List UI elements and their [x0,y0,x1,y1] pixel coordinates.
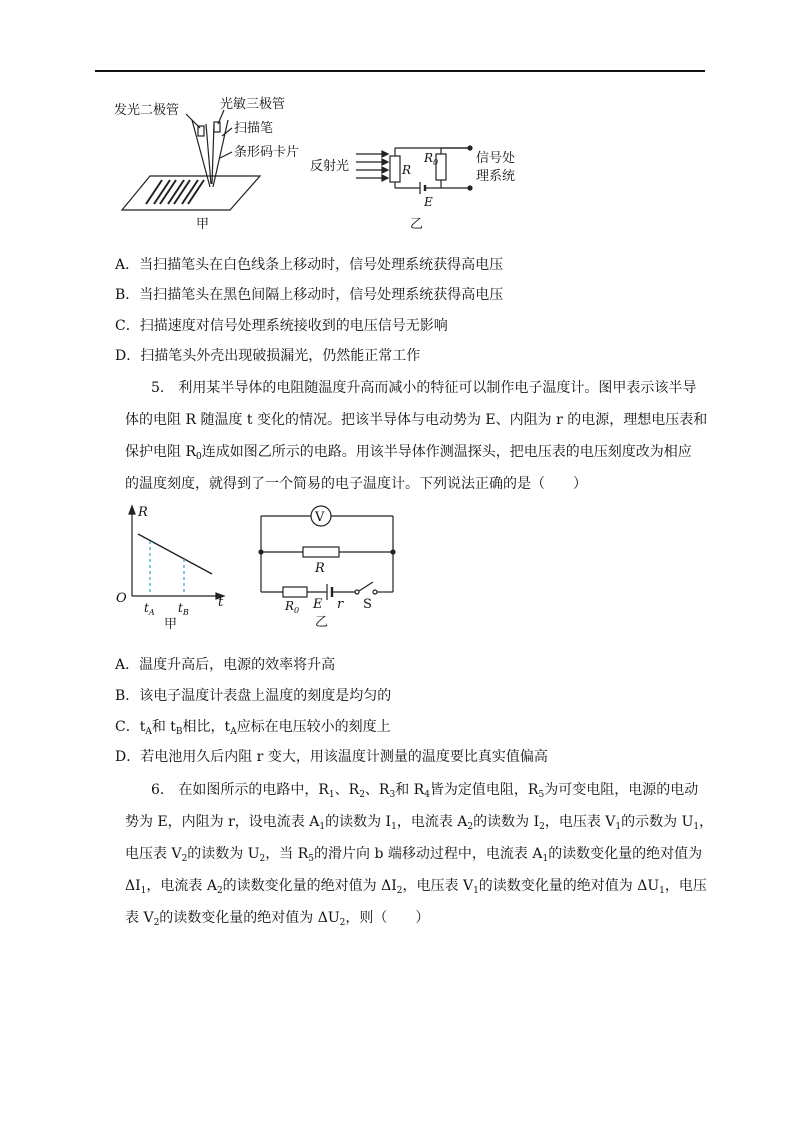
pen-label: 扫描笔 [234,121,274,136]
q5-option-d: D．若电池用久后内阻 r 变大，用该温度计测量的温度要比真实值偏高 [115,749,548,765]
q6-line-5: 表 $V_2$的读数变化量的绝对值为 $\Delta U_2$，则（ ） [125,910,430,928]
circuit-r-internal-label: r [337,597,344,612]
q6-stem [125,774,714,934]
q5-option-c: C．$t_A$和 $t_B$相比，$t_A$应标在电压较小的刻度上 [115,719,391,737]
card-label: 条形码卡片 [234,145,300,160]
graph-caption-jia: 甲 [164,617,178,632]
resistance-line [138,534,212,574]
q4-option-c: C．扫描速度对信号处理系统接收到的电压信号无影响 [115,318,448,334]
y-axis-label: R [138,505,148,520]
led-label: 发光二极管 [114,103,180,118]
ta-label: $t_A$ [144,601,155,617]
r-t-graph [112,502,242,632]
figure-caption-yi: 乙 [410,217,424,232]
tb-label: $t_B$ [178,601,189,617]
phototransistor-label: 光敏三极管 [220,97,286,112]
figure-caption-jia: 甲 [196,217,210,232]
thermometer-circuit [255,500,405,632]
circuit-r0-label: $R_0$ [285,599,300,615]
scanner-figure [110,92,310,232]
reflected-light-label: 反射光 [310,159,350,174]
circuit-caption-yi: 乙 [315,615,329,630]
circuit-e-label: E [313,597,323,612]
resistor-r-symbol [303,547,339,557]
q6-line-4: $\Delta I_1$，电流表 $A_2$的读数变化量的绝对值为 $\Delta I_2$，电压表 $V_1$的读数变化量的绝对值为 $\Delta U_1$，电压 [125,878,707,896]
q4-option-b: B．当扫描笔头在黑色间隔上移动时，信号处理系统获得高电压 [115,287,504,303]
q6-line-3: 电压表 $V_2$的读数为 $U_2$，当 $R_5$的滑片向 b 端移动过程中，电流表 $A_1$的读数变化量的绝对值为 [125,846,703,864]
resistor-r0-symbol [283,587,307,597]
switch-symbol [359,582,373,591]
x-axis-label: t [218,595,224,610]
q5-stem [125,372,710,500]
signal-label-2: 理系统 [476,169,516,184]
origin-label: O [116,591,127,606]
q4-option-d: D．扫描笔头外壳出现破损漏光，仍然能正常工作 [115,348,421,364]
resistor-r-label: R [402,163,412,177]
emf-label: E [424,195,433,209]
circuit-s-label: S [363,597,372,612]
q5-option-a: A．温度升高后，电源的效率将升高 [115,657,336,673]
header-rule [95,70,705,72]
q4-option-a: A．当扫描笔头在白色线条上移动时，信号处理系统获得高电压 [115,257,504,273]
q6-line-2: 势为 E，内阻为 r，设电流表 $A_1$的读数为 $I_1$，电流表 $A_2$的读数为 $I_2$，电压表 $V_1$的示数为 $U_1$， [125,814,714,832]
q6-line-1: 6. 在如图所示的电路中，$R_1$、$R_2$、$R_3$和 $R_4$皆为定值电阻，$R_5$为可变电阻，电源的电动 [151,782,699,800]
barcode-lines [146,180,204,204]
q5-line-3: 保护电阻 $R_0$连成如图乙所示的电路。用该半导体作测温探头，把电压表的电压刻度改为相应 [125,444,692,462]
signal-label-1: 信号处 [476,151,516,166]
q5-line-1: 5. 利用某半导体的电阻随温度升高而减小的特征可以制作电子温度计。图甲表示该半导 [151,380,697,396]
resistor-r0-label: $R_0$ [424,151,439,167]
scanner-circuit-figure [310,140,530,235]
q5-line-4: 的温度刻度，就得到了一个简易的电子温度计。下列说法正确的是（ ） [125,476,587,492]
circuit-r-label: R [315,561,325,576]
q5-option-b: B．该电子温度计表盘上温度的刻度是均匀的 [115,688,392,704]
voltmeter-label: V [315,510,325,525]
q5-line-2: 体的电阻 R 随温度 t 变化的情况。把该半导体与电动势为 E、内阻为 r 的电源，理想电压表和 [125,412,708,428]
